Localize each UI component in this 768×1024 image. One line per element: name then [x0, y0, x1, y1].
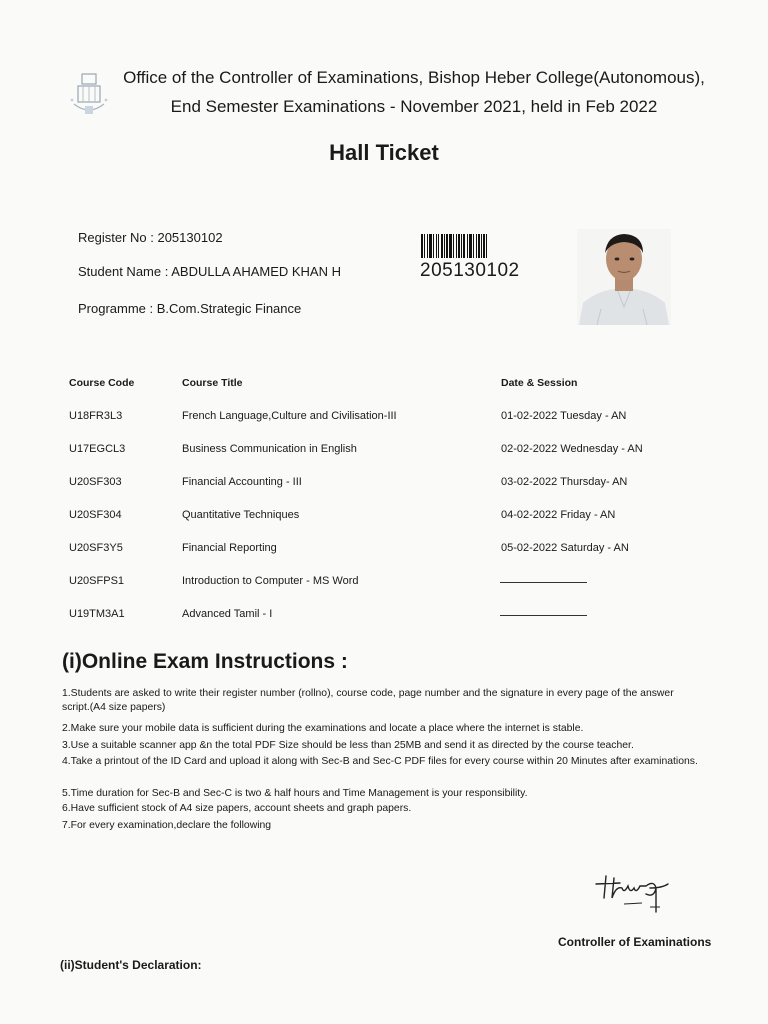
barcode-bar: [476, 234, 477, 258]
course-date: 05-02-2022 Saturday - AN: [501, 542, 629, 554]
barcode-bar: [429, 234, 432, 258]
course-date: 04-02-2022 Friday - AN: [501, 509, 616, 521]
register-no: Register No : 205130102: [78, 230, 223, 245]
no-date-line: [500, 582, 587, 583]
barcode-bar: [463, 234, 465, 258]
barcode-bar: [427, 234, 428, 258]
course-code: U20SF303: [69, 476, 122, 488]
no-date-line: [500, 615, 587, 616]
barcode-bar: [458, 234, 460, 258]
header-office-line: Office of the Controller of Examinations, Bishop Heber College(Autonomous),: [123, 68, 705, 87]
page-title: Hall Ticket: [329, 140, 439, 165]
student-name: Student Name : ABDULLA AHAMED KHAN H: [78, 264, 341, 279]
student-declaration-label: (ii)Student's Declaration:: [60, 958, 202, 972]
instruction-item: 7.For every examination,declare the following: [62, 820, 272, 831]
course-code: U18FR3L3: [69, 410, 123, 422]
header-course-title: Course Title: [182, 377, 243, 389]
course-code: U20SF3Y5: [69, 542, 123, 554]
course-date: 01-02-2022 Tuesday - AN: [501, 410, 627, 422]
course-title: Introduction to Computer - MS Word: [182, 575, 359, 587]
course-title: Advanced Tamil - I: [182, 608, 273, 620]
course-code: U20SFPS1: [69, 575, 125, 587]
barcode-bar: [421, 234, 423, 258]
barcode-bar: [478, 234, 480, 258]
barcode-bar: [446, 234, 448, 258]
course-title: Quantitative Techniques: [182, 509, 300, 521]
instruction-item: 6.Have sufficient stock of A4 size papers, account sheets and graph papers.: [62, 803, 412, 814]
barcode-bar: [453, 234, 454, 258]
course-title: French Language,Culture and Civilisation-III: [182, 410, 397, 422]
barcode-bar: [449, 234, 452, 258]
course-date: 02-02-2022 Wednesday - AN: [501, 443, 643, 455]
instruction-item: 1.Students are asked to write their register number (rollno), course code, page number and the signature in every page of the answer script.(A4 size papers): [62, 688, 674, 713]
barcode-bar: [424, 234, 425, 258]
barcode-bar: [438, 234, 439, 258]
barcode-bar: [481, 234, 482, 258]
barcode-bar: [469, 234, 472, 258]
barcode-bar: [483, 234, 485, 258]
course-title: Business Communication in English: [182, 443, 357, 455]
barcode-icon: [421, 234, 519, 258]
barcode-bar: [441, 234, 443, 258]
instructions-heading: (i)Online Exam Instructions :: [62, 650, 348, 673]
instruction-item: 5.Time duration for Sec-B and Sec-C is two & half hours and Time Management is your responsibility.: [62, 788, 528, 799]
header-exam-line: End Semester Examinations - November 2021, held in Feb 2022: [170, 97, 658, 116]
course-title: Financial Reporting: [182, 542, 277, 554]
instruction-item: 2.Make sure your mobile data is sufficient during the examinations and locate a place where the internet is stable.: [62, 723, 584, 734]
course-code: U17EGCL3: [69, 443, 126, 455]
instruction-item: 3.Use a suitable scanner app &n the total PDF Size should be less than 25MB and send it as directed by the course teacher.: [62, 740, 634, 751]
barcode-bar: [461, 234, 462, 258]
barcode-bar: [467, 234, 468, 258]
programme: Programme : B.Com.Strategic Finance: [78, 301, 302, 316]
barcode-number: 205130102: [420, 260, 520, 281]
barcode-bar: [473, 234, 474, 258]
header-course-code: Course Code: [69, 377, 135, 389]
controller-signature: [590, 870, 682, 916]
instruction-item: 4.Take a printout of the ID Card and upload it along with Sec-B and Sec-C PDF files for every course within 20 Minutes after examinations.: [62, 756, 698, 767]
course-code: U19TM3A1: [69, 608, 125, 620]
barcode-bar: [486, 234, 487, 258]
student-photo: [577, 229, 671, 325]
header-date-session: Date & Session: [501, 377, 578, 389]
barcode-bar: [436, 234, 437, 258]
barcode-bar: [433, 234, 434, 258]
controller-label: Controller of Examinations: [558, 935, 712, 949]
barcode-bar: [444, 234, 445, 258]
course-title: Financial Accounting - III: [182, 476, 302, 488]
course-date: 03-02-2022 Thursday- AN: [501, 476, 628, 488]
course-code: U20SF304: [69, 509, 122, 521]
barcode-bar: [456, 234, 457, 258]
